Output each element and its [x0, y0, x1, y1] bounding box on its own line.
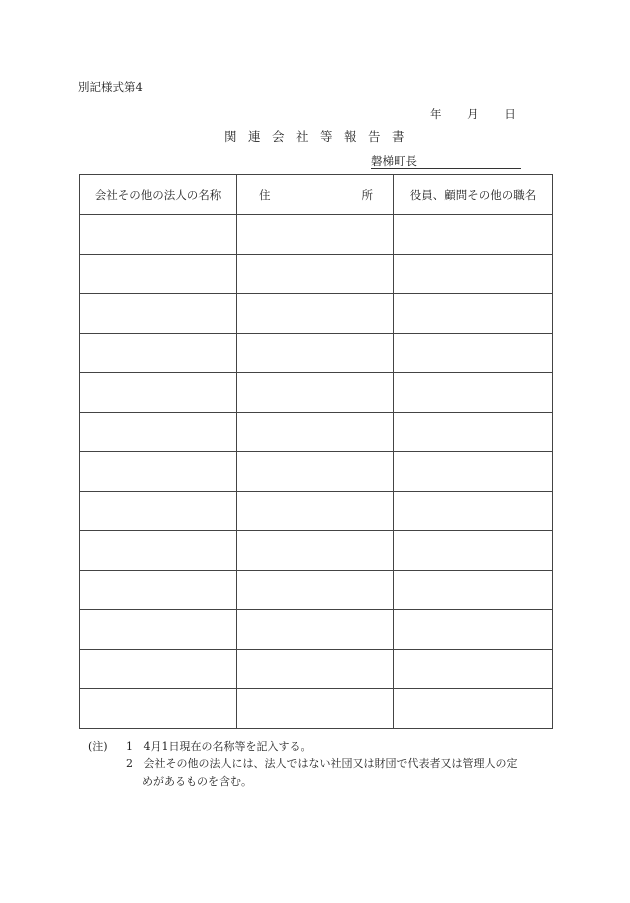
cell-company-name[interactable] — [80, 649, 237, 689]
cell-company-name[interactable] — [80, 333, 237, 373]
addressee: 磐梯町長 — [371, 153, 521, 169]
cell-company-name[interactable] — [80, 491, 237, 531]
table-row — [80, 333, 553, 373]
cell-address[interactable] — [237, 649, 394, 689]
cell-company-name[interactable] — [80, 689, 237, 729]
note-item-2 — [126, 755, 518, 771]
table-row — [80, 570, 553, 610]
cell-role[interactable] — [394, 649, 553, 689]
cell-role[interactable] — [394, 610, 553, 650]
cell-role[interactable] — [394, 570, 553, 610]
cell-company-name[interactable] — [80, 254, 237, 294]
cell-role[interactable] — [394, 215, 553, 255]
table-row — [80, 294, 553, 334]
table-row — [80, 452, 553, 492]
cell-company-name[interactable] — [80, 215, 237, 255]
cell-role[interactable] — [394, 412, 553, 452]
notes-tag: (注) — [88, 740, 108, 753]
cell-company-name[interactable] — [80, 373, 237, 413]
header-company-name: 会社その他の法人の名称 — [80, 175, 237, 215]
date-day-label: 日 — [504, 107, 516, 121]
note-2-text: 会社その他の法人には、法人ではない社団又は財団で代表者又は管理人の定 — [143, 757, 518, 770]
document-title: 関連会社等報告書 — [224, 129, 417, 144]
header-address — [237, 175, 394, 215]
cell-address[interactable] — [237, 531, 394, 571]
note-2-number: 2 — [126, 757, 133, 770]
table-body — [80, 215, 553, 729]
cell-address[interactable] — [237, 610, 394, 650]
cell-company-name[interactable] — [80, 610, 237, 650]
cell-company-name[interactable] — [80, 531, 237, 571]
cell-role[interactable] — [394, 254, 553, 294]
report-table — [79, 174, 553, 729]
cell-company-name[interactable] — [80, 570, 237, 610]
cell-address[interactable] — [237, 373, 394, 413]
table-header-row — [80, 175, 553, 215]
cell-company-name[interactable] — [80, 452, 237, 492]
date-line — [430, 106, 516, 122]
cell-address[interactable] — [237, 294, 394, 334]
header-address-right: 所 — [361, 187, 373, 202]
table-row — [80, 689, 553, 729]
cell-address[interactable] — [237, 491, 394, 531]
table-row — [80, 610, 553, 650]
cell-role[interactable] — [394, 531, 553, 571]
table-row — [80, 254, 553, 294]
cell-address[interactable] — [237, 215, 394, 255]
note-item-2-continued: めがあるものを含む。 — [142, 775, 252, 788]
cell-role[interactable] — [394, 333, 553, 373]
cell-address[interactable] — [237, 412, 394, 452]
date-month-label: 月 — [467, 107, 479, 121]
cell-address[interactable] — [237, 452, 394, 492]
table-row — [80, 491, 553, 531]
table-row — [80, 373, 553, 413]
header-role: 役員、顧問その他の職名 — [394, 175, 553, 215]
cell-address[interactable] — [237, 570, 394, 610]
table-row — [80, 649, 553, 689]
note-1-text: 4月1日現在の名称等を記入する。 — [143, 740, 312, 753]
table-row — [80, 531, 553, 571]
cell-role[interactable] — [394, 491, 553, 531]
cell-role[interactable] — [394, 452, 553, 492]
cell-role[interactable] — [394, 294, 553, 334]
header-address-left: 住 — [259, 187, 271, 202]
note-item-1 — [126, 738, 312, 754]
date-year-label: 年 — [430, 107, 442, 121]
form-number: 別記様式第4 — [78, 80, 143, 94]
cell-role[interactable] — [394, 689, 553, 729]
table-row — [80, 412, 553, 452]
note-1-number: 1 — [126, 740, 133, 753]
cell-company-name[interactable] — [80, 294, 237, 334]
cell-address[interactable] — [237, 254, 394, 294]
cell-role[interactable] — [394, 373, 553, 413]
cell-company-name[interactable] — [80, 412, 237, 452]
table-row — [80, 215, 553, 255]
cell-address[interactable] — [237, 333, 394, 373]
cell-address[interactable] — [237, 689, 394, 729]
